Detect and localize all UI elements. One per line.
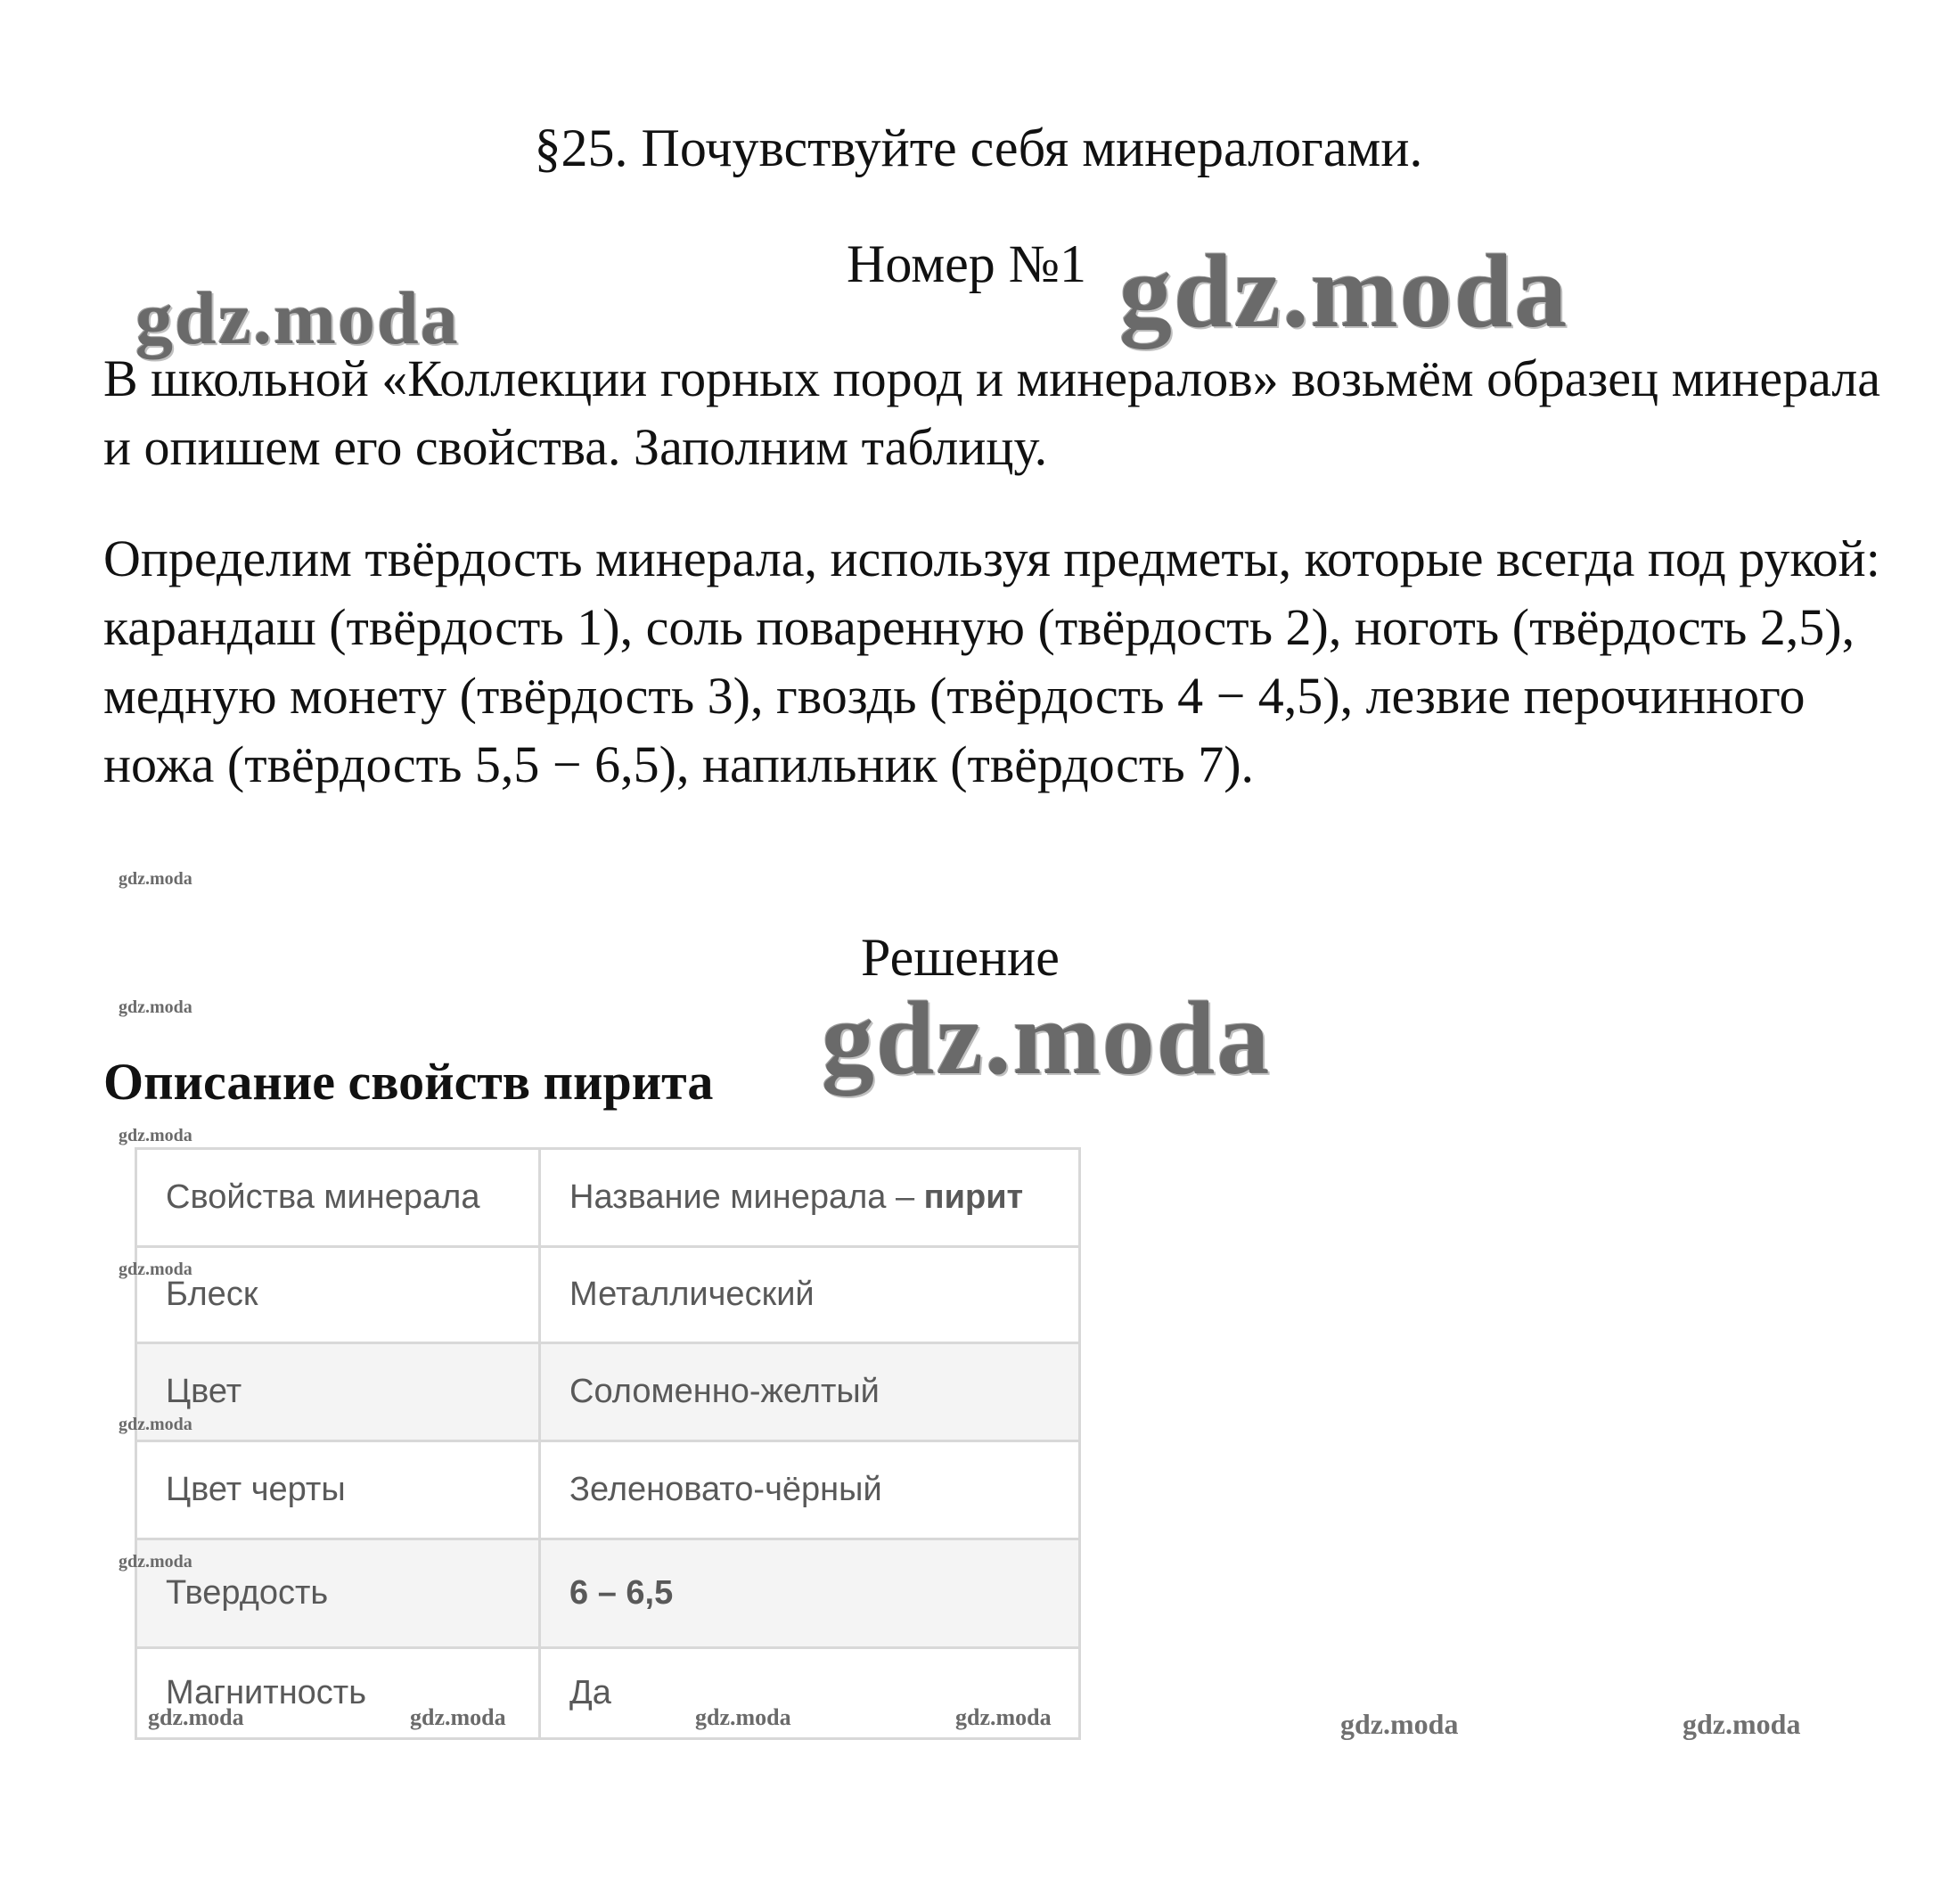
- value-cell: Соломенно-желтый: [540, 1343, 1080, 1441]
- header-cell-property: Свойства минерала: [136, 1149, 540, 1247]
- table-row: [136, 1441, 1080, 1539]
- property-cell: Магнитность: [136, 1648, 540, 1739]
- table-row: [136, 1539, 1080, 1648]
- header-mineral-name: пирит: [923, 1178, 1024, 1216]
- value-cell: 6 – 6,5: [540, 1539, 1080, 1648]
- watermark-small: gdz.moda: [695, 1704, 791, 1730]
- task-paragraph-2: Определим твёрдость минерала, используя предметы, которые всегда под рукой: карандаш (твёрдость 1), соль поваренную (твёрдость 2), ноготь (твёрдость 2,5), медную монету (твёрдость 3), гвоздь (твёрдость 4 − 4,5), лезвие перочинного ножа (твёрдость 5,5 − 6,5), напильник (твёрдость 7).: [103, 529, 1880, 793]
- table-row: [136, 1343, 1080, 1441]
- watermark-logo: gdz.moda: [135, 277, 460, 360]
- property-cell: Цвет черты: [136, 1441, 540, 1539]
- watermark-small: gdz.moda: [119, 997, 192, 1017]
- value-cell: Зеленовато-чёрный: [540, 1441, 1080, 1539]
- table-heading: Описание свойств пирита: [103, 1053, 714, 1111]
- watermark-small: gdz.moda: [955, 1704, 1052, 1730]
- property-cell: Твердость: [136, 1539, 540, 1648]
- property-cell: Цвет: [136, 1343, 540, 1441]
- watermark-medium: gdz.moda: [1683, 1708, 1801, 1740]
- header-cell-mineral: [540, 1149, 1080, 1247]
- watermark-small: gdz.moda: [119, 1260, 192, 1279]
- table-row: [136, 1247, 1080, 1343]
- task-number: Номер №1: [847, 234, 1087, 293]
- properties-table: [135, 1147, 1081, 1740]
- watermark-small: gdz.moda: [119, 1415, 192, 1434]
- watermark-medium: gdz.moda: [1340, 1708, 1459, 1740]
- page-title: §25. Почувствуйте себя минералогами.: [534, 119, 1423, 177]
- value-cell: Да: [540, 1648, 1080, 1739]
- value-cell: Металлический: [540, 1247, 1080, 1343]
- table-header-row: [136, 1149, 1080, 1247]
- task-paragraph-1: В школьной «Коллекции горных пород и минералов» возьмём образец минерала и опишем его свойства. Заполним таблицу.: [103, 349, 1881, 476]
- table-row: [136, 1648, 1080, 1739]
- watermark-logo: gdz.moda: [1119, 233, 1569, 349]
- watermark-small: gdz.moda: [410, 1704, 506, 1730]
- header-mineral-prefix: Название минерала –: [569, 1178, 924, 1216]
- property-cell: Блеск: [136, 1247, 540, 1343]
- watermark-small: gdz.moda: [119, 1552, 192, 1572]
- watermark-logo: gdz.moda: [822, 980, 1272, 1096]
- watermark-small: gdz.moda: [119, 1126, 192, 1145]
- watermark-small: gdz.moda: [119, 869, 192, 889]
- solution-label: Решение: [861, 928, 1060, 987]
- watermark-small: gdz.moda: [148, 1704, 244, 1730]
